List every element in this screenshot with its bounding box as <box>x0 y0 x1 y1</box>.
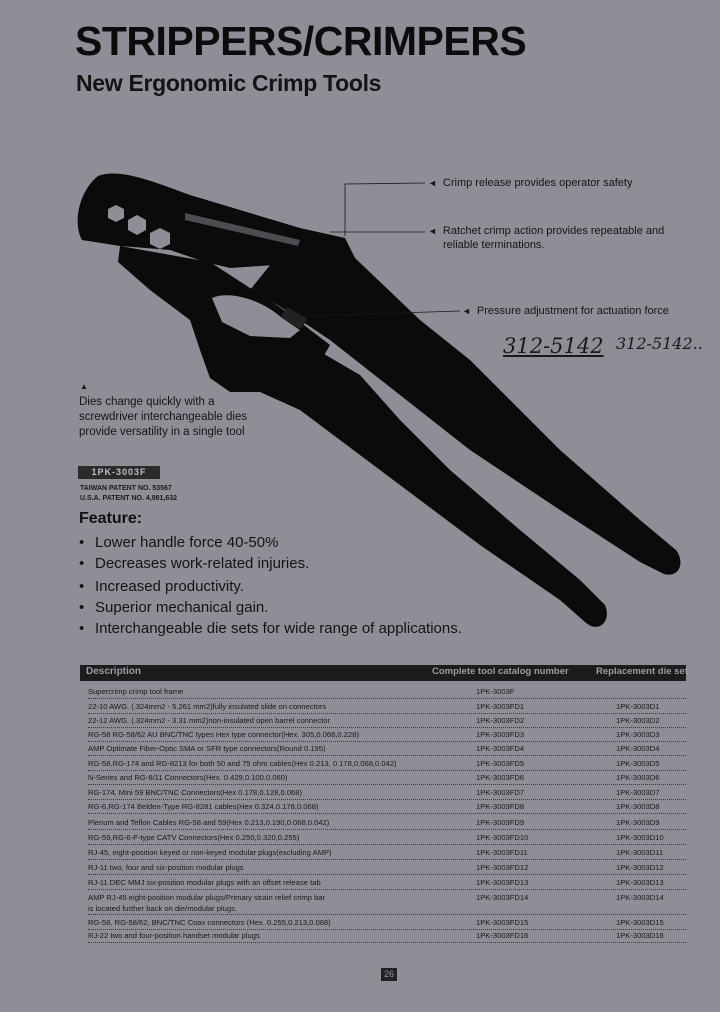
row-divider <box>88 713 686 714</box>
table-cell-description: RG-58,RG-174 and RG-8213 for both 50 and 75 ohm cables(Hex 0.213, 0.178,0.068,0.042) <box>88 759 397 768</box>
die-note-marker: ▲ <box>80 382 88 391</box>
table-cell-description: N-Series and RG-8/11 Connectors(Hex. 0.429,0.100,0.060) <box>88 773 288 782</box>
model-badge: 1PK-3003F <box>78 466 160 479</box>
feature-heading: Feature: <box>79 510 143 527</box>
table-cell-die-set: 1PK-3003D6 <box>616 773 660 782</box>
page-subtitle: New Ergonomic Crimp Tools <box>76 70 382 96</box>
callout-ratchet: ◄ Ratchet crimp action provides repeatable and <box>428 225 665 237</box>
handwritten-note-2: 312-5142.. <box>616 334 703 353</box>
leader-crimp-release <box>345 183 425 236</box>
table-cell-description: RJ-11 two, four and six-position modular plugs <box>88 863 244 872</box>
row-divider <box>88 942 686 943</box>
table-cell-catalog: 1PK-3003FD12 <box>476 863 529 872</box>
row-divider <box>88 698 686 699</box>
row-divider <box>88 813 686 814</box>
patent-taiwan: TAIWAN PATENT NO. 53567 <box>80 485 172 492</box>
table-cell-die-set: 1PK-3003D2 <box>616 716 660 725</box>
table-cell-catalog: 1PK-3003FD5 <box>476 759 525 768</box>
row-divider <box>88 889 686 890</box>
row-divider <box>88 844 686 845</box>
die-note: Dies change quickly with a screwdriver interchangeable dies provide versatility in a single tool <box>79 396 248 438</box>
table-cell-die-set: 1PK-3003D15 <box>616 918 664 927</box>
callout-crimp-release: ◄ Crimp release provides operator safety <box>428 177 633 189</box>
table-cell-catalog: 1PK-3003FD9 <box>476 818 525 827</box>
table-cell-description: AMP Optimate Fiber-Optic SMA or SFR type connectors(Round 0.195) <box>88 744 326 753</box>
table-cell-die-set: 1PK-3003D3 <box>616 730 660 739</box>
table-cell-description: RJ-45, eight-position keyed or non-keyed modular plugs(excluding AMP) <box>88 848 332 857</box>
page-number: 26 <box>381 968 397 981</box>
table-cell-die-set: 1PK-3003D1 <box>616 702 660 711</box>
table-cell-catalog: 1PK-3003F <box>476 687 515 696</box>
feature-item: • Interchangeable die sets for wide range of applications. <box>79 620 462 637</box>
table-cell-die-set: 1PK-3003D5 <box>616 759 660 768</box>
table-cell-catalog: 1PK-3003FD11 <box>476 848 528 857</box>
table-cell-description: 22-12 AWG. (.324mm2 - 3.31 mm2)non-insulated open barrel connector <box>88 716 330 725</box>
column-description: Description <box>86 666 142 677</box>
feature-item: • Decreases work-related injuries. <box>79 555 310 572</box>
table-cell-catalog: 1PK-3003FD3 <box>476 730 525 739</box>
table-cell-catalog: 1PK-3003FD16 <box>476 931 529 940</box>
table-cell-die-set: 1PK-3003D16 <box>616 931 664 940</box>
table-cell-die-set: 1PK-3003D11 <box>616 848 664 857</box>
row-divider <box>88 770 686 771</box>
table-cell-die-set: 1PK-3003D12 <box>616 863 664 872</box>
table-cell-description-cont: is located further back on die/modular plugs. <box>88 904 238 913</box>
row-divider <box>88 741 686 742</box>
table-cell-die-set: 1PK-3003D4 <box>616 744 660 753</box>
row-divider <box>88 929 686 930</box>
table-cell-catalog: 1PK-3003FD8 <box>476 802 525 811</box>
table-cell-catalog: 1PK-3003FD6 <box>476 773 525 782</box>
table-cell-die-set: 1PK-3003D14 <box>616 893 664 902</box>
table-cell-description: Plenum and Teflon Cables RG-58 and 59(Hex 0.213,0.190,0.068,0.042) <box>88 818 330 827</box>
page-title: STRIPPERS/CRIMPERS <box>75 18 527 64</box>
table-cell-catalog: 1PK-3003FD2 <box>476 716 525 725</box>
table-cell-catalog: 1PK-3003FD4 <box>476 744 525 753</box>
row-divider <box>88 755 686 756</box>
table-cell-description: RG-59,RG-6-F-type CATV Connectors(Hex 0.250,0.320,0.255) <box>88 833 300 842</box>
table-cell-die-set: 1PK-3003D10 <box>616 833 664 842</box>
callout-ratchet-cont: reliable terminations. <box>443 239 545 251</box>
table-cell-description: RG-58, RG-58/62, BNC/TNC Coax connectors (Hex. 0.255,0.213,0.068) <box>88 918 331 927</box>
row-divider <box>88 784 686 785</box>
table-cell-description: RJ-11 DEC MMJ six-position modular plugs with an offset release tab <box>88 878 321 887</box>
table-cell-description: RG-6,RG-174 Belden-Type RG-8281 cables(Hex 0.324,0.178,0.068) <box>88 802 319 811</box>
row-divider <box>88 874 686 875</box>
row-divider <box>88 859 686 860</box>
table-cell-catalog: 1PK-3003FD15 <box>476 918 529 927</box>
column-die-set: Replacement die set <box>596 666 688 677</box>
feature-item: • Lower handle force 40-50% <box>79 534 279 551</box>
table-cell-description: 22-10 AWG. (.324mm2 - 5.261 mm2)fully insulated slide on connectors <box>88 702 327 711</box>
table-cell-description: RG-174, Mini 59 BNC/TNC Connectors(Hex 0.178,0.128,0.068) <box>88 788 302 797</box>
table-cell-description: RG-58 RG-58/62 AU BNC/TNC types Hex type connector(Hex. 305,0.068,0.228) <box>88 730 359 739</box>
table-cell-catalog: 1PK-3003FD14 <box>476 893 529 902</box>
table-cell-die-set: 1PK-3003D13 <box>616 878 664 887</box>
table-cell-description: Supercrimp crimp tool frame <box>88 687 184 696</box>
row-divider <box>88 727 686 728</box>
patent-usa: U.S.A. PATENT NO. 4,981,632 <box>80 495 177 502</box>
feature-item: • Superior mechanical gain. <box>79 599 269 616</box>
handwritten-note-1: 312-5142 <box>503 334 604 358</box>
row-divider <box>88 829 686 830</box>
table-cell-die-set: 1PK-3003D8 <box>616 802 660 811</box>
table-cell-catalog: 1PK-3003FD7 <box>476 788 525 797</box>
row-divider <box>88 914 686 915</box>
table-cell-catalog: 1PK-3003FD13 <box>476 878 529 887</box>
row-divider <box>88 799 686 800</box>
table-cell-catalog: 1PK-3003FD10 <box>476 833 529 842</box>
table-cell-description: AMP RJ-45 eight-position modular plugs/Primary strain relief crimp bar <box>88 893 326 902</box>
feature-item: • Increased productivity. <box>79 578 244 595</box>
table-cell-description: RJ-22 two and four-position handset modular plugs <box>88 931 260 940</box>
callout-pressure: ◄ Pressure adjustment for actuation force <box>462 305 669 317</box>
table-cell-catalog: 1PK-3003FD1 <box>476 702 525 711</box>
table-cell-die-set: 1PK-3003D7 <box>616 788 660 797</box>
table-header <box>80 665 686 681</box>
table-cell-die-set: 1PK-3003D9 <box>616 818 660 827</box>
column-catalog: Complete tool catalog number <box>432 666 569 677</box>
